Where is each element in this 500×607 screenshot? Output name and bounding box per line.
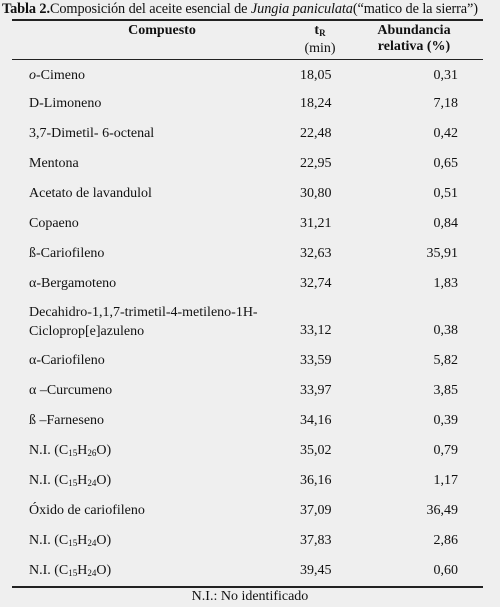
relative-abundance: 36,49 [426, 503, 458, 518]
relative-abundance: 0,31 [433, 68, 458, 83]
formula-sub: 24 [87, 478, 97, 488]
retention-time: 33,97 [300, 383, 332, 398]
compound-name [29, 441, 111, 463]
header-retention-time [290, 23, 350, 57]
retention-time: 32,74 [300, 276, 332, 291]
compound-name [29, 154, 79, 174]
compound-name-text: Acetato de lavandulol [29, 186, 152, 201]
formula-end: O) [96, 563, 112, 578]
compound-name-text: N.I. (C [29, 563, 69, 578]
relative-abundance: 0,42 [433, 126, 458, 141]
table-row [0, 66, 500, 86]
retention-time: 36,16 [300, 473, 332, 488]
table-row [0, 471, 500, 491]
relative-abundance: 7,18 [433, 96, 458, 111]
table-row [0, 531, 500, 551]
table-row [0, 94, 500, 114]
retention-time: 18,05 [300, 68, 332, 83]
compound-name-text: D-Limoneno [29, 96, 102, 111]
formula-end: O) [96, 533, 112, 548]
compound-name [29, 214, 79, 234]
retention-time: 37,09 [300, 503, 332, 518]
table-row [0, 561, 500, 581]
retention-time: 33,59 [300, 353, 332, 368]
table-row [0, 381, 500, 401]
table-caption [2, 1, 500, 18]
compound-name-text: Decahidro-1,1,7-trimetil-4-metileno-1H- [29, 305, 258, 320]
footnote: N.I.: No identificado [191, 589, 309, 604]
relative-abundance: 2,86 [433, 533, 458, 548]
relative-abundance: 0,39 [433, 413, 458, 428]
table-row [0, 411, 500, 431]
top-rule [12, 19, 483, 21]
retention-time: 31,21 [300, 216, 332, 231]
relative-abundance: 1,17 [433, 473, 458, 488]
formula-element: H [77, 563, 88, 578]
formula-element: H [77, 533, 88, 548]
compound-name-text: Óxido de cariofileno [29, 503, 145, 518]
formula-element: H [77, 443, 88, 458]
compound-name-text: α-Cariofileno [29, 353, 105, 368]
relative-abundance: 0,60 [433, 563, 458, 578]
header-abundance [362, 23, 466, 55]
formula-sub: 24 [87, 538, 97, 548]
retention-time: 35,02 [300, 443, 332, 458]
formula-sub: 15 [68, 478, 78, 488]
retention-time: 18,24 [300, 96, 332, 111]
compound-name [29, 501, 145, 521]
retention-time: 30,80 [300, 186, 332, 201]
header-tr-unit: (min) [304, 41, 336, 56]
relative-abundance: 0,38 [433, 323, 458, 338]
compound-name-text: -Cimeno [36, 68, 85, 83]
table-row [0, 351, 500, 371]
relative-abundance: 5,82 [433, 353, 458, 368]
compound-name [29, 531, 111, 553]
formula-end: O) [96, 443, 112, 458]
table-row [0, 244, 500, 264]
compound-name [29, 274, 116, 294]
compound-name-text: N.I. (C [29, 443, 69, 458]
compound-name [29, 244, 104, 264]
relative-abundance: 0,65 [433, 156, 458, 171]
table-row [0, 184, 500, 204]
compound-name-text: Mentona [29, 156, 79, 171]
formula-sub: 15 [68, 538, 78, 548]
header-rule [12, 59, 483, 60]
table-row [0, 303, 500, 343]
caption-label: Tabla 2. [2, 1, 50, 17]
compound-name-text: α-Bergamoteno [29, 276, 117, 291]
table-row [0, 124, 500, 144]
caption-species: Jungia paniculata [250, 1, 353, 17]
compound-name [29, 561, 111, 583]
compound-name-text: ß-Cariofileno [29, 246, 105, 261]
compound-name [29, 381, 112, 401]
retention-time: 34,16 [300, 413, 332, 428]
formula-sub: 24 [87, 568, 97, 578]
retention-time: 22,48 [300, 126, 332, 141]
formula-sub: 26 [87, 448, 97, 458]
bottom-rule [12, 586, 483, 588]
compound-name-text: α –Curcumeno [29, 383, 113, 398]
retention-time: 22,95 [300, 156, 332, 171]
compound-name-text: N.I. (C [29, 473, 69, 488]
compound-name [29, 351, 105, 371]
compound-name [29, 184, 152, 204]
header-abundance-line1: Abundancia [377, 23, 451, 38]
retention-time: 39,45 [300, 563, 332, 578]
relative-abundance: 0,84 [433, 216, 458, 231]
header-tr-main: t [314, 23, 320, 38]
compound-name-text: ß –Farneseno [29, 413, 105, 428]
compound-name [29, 66, 85, 86]
retention-time: 32,63 [300, 246, 332, 261]
table-row [0, 274, 500, 294]
caption-text: Composición del aceite esencial de [49, 1, 251, 17]
table-row [0, 154, 500, 174]
compound-name [29, 94, 101, 114]
table-row [0, 441, 500, 461]
retention-time: 33,12 [300, 323, 332, 338]
relative-abundance: 1,83 [433, 276, 458, 291]
table-row [0, 501, 500, 521]
compound-prefix: o [29, 68, 36, 83]
compound-name-text: Copaeno [29, 216, 79, 231]
retention-time: 37,83 [300, 533, 332, 548]
formula-sub: 15 [68, 448, 78, 458]
header-compound: Compuesto [128, 23, 196, 38]
header-abundance-line2: relativa (%) [377, 39, 451, 54]
compound-name [29, 303, 258, 341]
compound-name [29, 411, 104, 431]
header-tr-sub: R [319, 28, 326, 38]
compound-name-text: N.I. (C [29, 533, 69, 548]
formula-end: O) [96, 473, 112, 488]
compound-name-line2: Cicloprop[e]azuleno [29, 324, 145, 339]
relative-abundance: 0,79 [433, 443, 458, 458]
compound-name [29, 124, 154, 144]
relative-abundance: 0,51 [433, 186, 458, 201]
compound-name-text: 3,7-Dimetil- 6-octenal [29, 126, 155, 141]
formula-element: H [77, 473, 88, 488]
relative-abundance: 3,85 [433, 383, 458, 398]
formula-sub: 15 [68, 568, 78, 578]
table-row [0, 214, 500, 234]
compound-name [29, 471, 111, 493]
relative-abundance: 35,91 [426, 246, 458, 261]
caption-common-name: (“matico de la sierra”) [352, 1, 478, 17]
